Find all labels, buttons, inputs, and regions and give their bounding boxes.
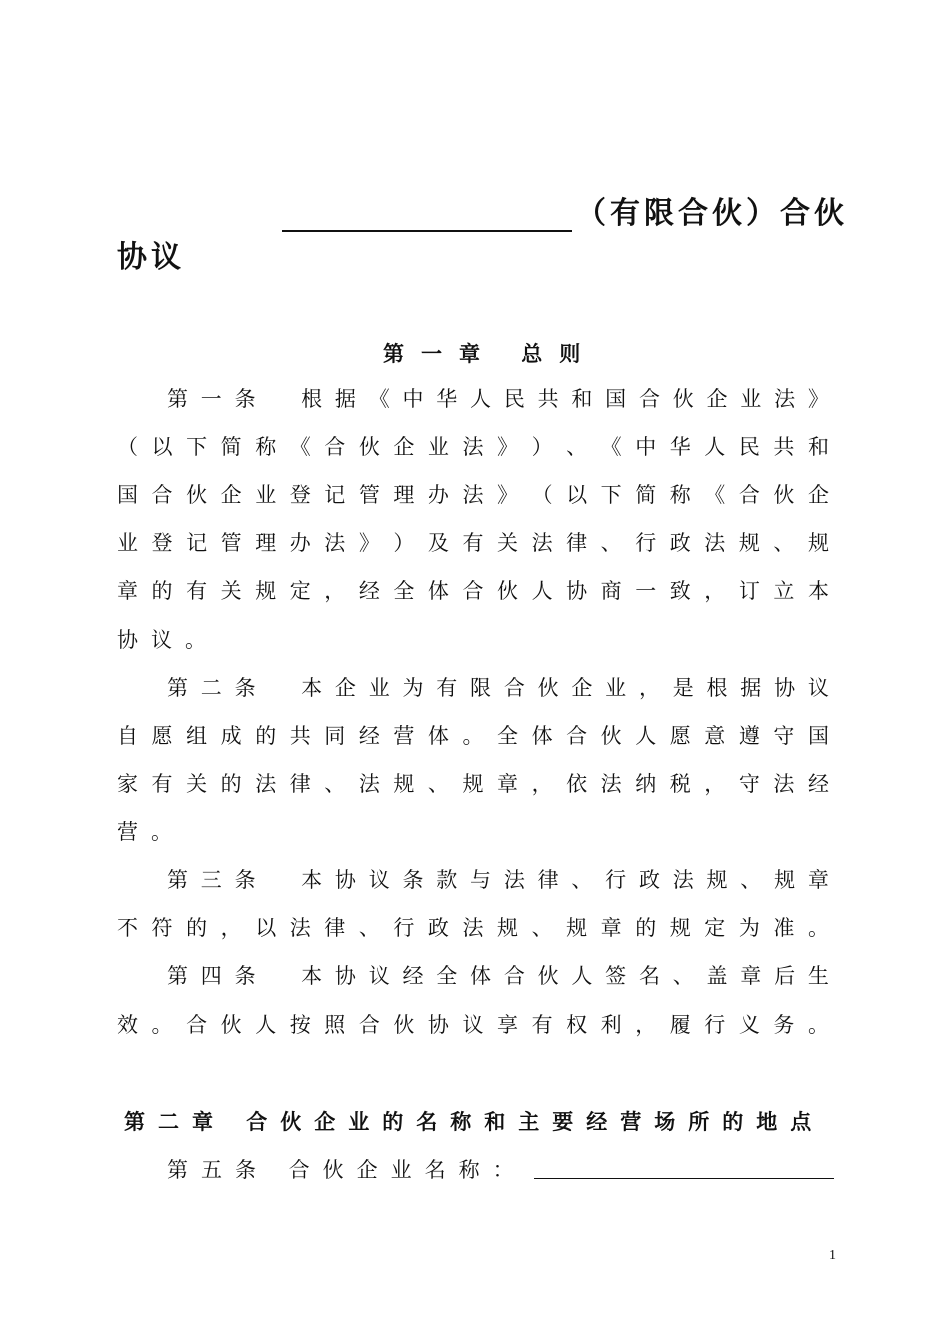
body-line [117, 1010, 829, 1040]
char: 协 [334, 964, 356, 988]
char: 律 [537, 868, 559, 892]
char: 行 [704, 1013, 726, 1037]
char: 企 [706, 387, 728, 411]
char: 、 [358, 916, 380, 940]
char: 按 [289, 1013, 311, 1037]
char: 的 [635, 916, 657, 940]
char: 合 [462, 579, 484, 603]
char: 法 [531, 531, 553, 555]
char: 有 [436, 676, 458, 700]
body-line [117, 817, 829, 847]
char: 共 [773, 435, 795, 459]
char: 愿 [669, 724, 691, 748]
char: 协 [774, 676, 796, 700]
char: 《 [368, 387, 390, 411]
char: 定 [704, 916, 726, 940]
char: 条 [234, 868, 256, 892]
char: 合 [503, 964, 525, 988]
char: 经 [358, 579, 380, 603]
char: 伙 [497, 579, 519, 603]
char: 人 [470, 387, 492, 411]
char: 签 [605, 964, 627, 988]
char: 组 [186, 724, 208, 748]
char: 照 [324, 1013, 346, 1037]
char: 规 [807, 531, 829, 555]
char: 伙 [358, 435, 380, 459]
char: 第 [167, 387, 188, 411]
char: ） [393, 531, 415, 555]
char: 有 [151, 772, 173, 796]
char: 四 [200, 964, 222, 988]
char: 效 [117, 1013, 138, 1037]
char: 致 [669, 579, 691, 603]
char: 业 [605, 676, 627, 700]
char: 意 [704, 724, 726, 748]
char: 的 [255, 724, 277, 748]
char: 全 [393, 579, 415, 603]
document-title-line1 [282, 188, 848, 232]
char: 规 [393, 772, 415, 796]
char: 企 [393, 435, 415, 459]
char: 、 [773, 531, 795, 555]
char: 愿 [151, 724, 173, 748]
char: 人 [571, 964, 593, 988]
char: 业 [255, 483, 277, 507]
char: 税 [669, 772, 691, 796]
char: 规 [669, 916, 691, 940]
char: 、 [571, 868, 593, 892]
char: 规 [566, 916, 588, 940]
char: 议 [151, 628, 172, 652]
char: 经 [807, 772, 829, 796]
char: 一 [200, 387, 222, 411]
body-line [167, 961, 829, 991]
char [268, 673, 288, 703]
char: 营 [393, 724, 415, 748]
char: 有 [186, 579, 208, 603]
char: 务 [773, 1013, 795, 1037]
char: 本 [301, 964, 323, 988]
char: 规 [738, 531, 760, 555]
char: 。 [151, 820, 172, 844]
char: ， [704, 579, 726, 603]
char: 为 [738, 916, 760, 940]
char: 。 [807, 1013, 829, 1037]
char: 企 [220, 483, 242, 507]
char: 和 [571, 387, 593, 411]
char: 有 [462, 531, 484, 555]
char: 第 [167, 676, 188, 700]
char: 、 [324, 772, 346, 796]
char: 》 [358, 531, 380, 555]
chapter-2-heading: 第二章 合伙企业的名称和主要经营场所的地点 [124, 1110, 825, 1134]
char: 定 [289, 579, 311, 603]
char [268, 384, 288, 414]
char: 协 [117, 628, 138, 652]
char: 国 [117, 483, 138, 507]
body-line [117, 432, 829, 462]
char: 人 [531, 579, 553, 603]
char: 伙 [537, 676, 559, 700]
char: 章 [117, 579, 138, 603]
char: 据 [334, 387, 356, 411]
char: 下 [600, 483, 622, 507]
char: 行 [635, 531, 657, 555]
char: 企 [571, 676, 593, 700]
char: 第 [167, 868, 188, 892]
char: 业 [427, 435, 449, 459]
char: 三 [200, 868, 222, 892]
company-name-blank [534, 1176, 834, 1179]
char: 经 [402, 964, 424, 988]
char: 协 [334, 868, 356, 892]
char: 本 [807, 579, 829, 603]
char: 遵 [738, 724, 760, 748]
char: 立 [773, 579, 795, 603]
char: 人 [635, 724, 657, 748]
char: 条 [234, 676, 256, 700]
char: 民 [738, 435, 760, 459]
char: 伙 [220, 1013, 242, 1037]
char: 、 [672, 964, 694, 988]
char: 。 [151, 1013, 173, 1037]
char: 政 [638, 868, 660, 892]
char: 义 [738, 1013, 760, 1037]
char: 为 [402, 676, 424, 700]
char: 成 [220, 724, 242, 748]
char: 合 [358, 1013, 380, 1037]
char: 简 [220, 435, 242, 459]
char: 盖 [706, 964, 728, 988]
char: 履 [669, 1013, 691, 1037]
char: 款 [436, 868, 458, 892]
char: 、 [531, 916, 553, 940]
char: 协 [427, 1013, 449, 1037]
document-title-line2: 协议 [117, 240, 185, 275]
char: 法 [324, 531, 346, 555]
char: 法 [289, 916, 311, 940]
char: 称 [669, 483, 691, 507]
char: 生 [807, 964, 829, 988]
char: 政 [669, 531, 691, 555]
char: 利 [600, 1013, 622, 1037]
char: 法 [503, 868, 525, 892]
char: 条 [402, 868, 424, 892]
char: 享 [497, 1013, 519, 1037]
char: 本 [301, 676, 323, 700]
char: 伙 [672, 387, 694, 411]
body-line [117, 721, 829, 751]
char: 以 [255, 916, 277, 940]
char: 称 [255, 435, 277, 459]
char: 理 [255, 531, 277, 555]
char: 共 [289, 724, 311, 748]
char: 法 [462, 916, 484, 940]
char: 守 [738, 772, 760, 796]
body-line [117, 480, 829, 510]
char: 、 [740, 868, 762, 892]
char: 一 [635, 579, 657, 603]
char: 法 [774, 387, 796, 411]
char: 关 [497, 531, 519, 555]
char: 华 [436, 387, 458, 411]
char: 议 [807, 676, 829, 700]
char: 全 [497, 724, 519, 748]
char: 、 [566, 435, 588, 459]
char: 法 [773, 772, 795, 796]
char: 法 [255, 772, 277, 796]
char: 与 [470, 868, 492, 892]
char: 规 [255, 579, 277, 603]
char: ， [531, 772, 553, 796]
char: 《 [600, 435, 622, 459]
char: 的 [186, 916, 208, 940]
char [268, 865, 288, 895]
char: 章 [740, 964, 762, 988]
char: 法 [462, 435, 484, 459]
char: 》 [497, 483, 519, 507]
char: 合 [738, 483, 760, 507]
char: 条 [234, 964, 256, 988]
char: ） [531, 435, 553, 459]
char: 条 [234, 387, 256, 411]
char: 议 [462, 1013, 484, 1037]
page-number: 1 [829, 1248, 836, 1263]
char: 准 [773, 916, 795, 940]
char: 以 [566, 483, 588, 507]
body-line [117, 625, 829, 655]
char: 国 [605, 387, 627, 411]
char: 根 [706, 676, 728, 700]
char: 管 [220, 531, 242, 555]
char: 办 [427, 483, 449, 507]
char: 《 [704, 483, 726, 507]
char: 有 [531, 1013, 553, 1037]
char: 名 [638, 964, 660, 988]
char: 全 [436, 964, 458, 988]
char: 法 [600, 772, 622, 796]
char: 业 [117, 531, 138, 555]
char: 记 [324, 483, 346, 507]
char: ， [635, 1013, 657, 1037]
char: 关 [220, 579, 242, 603]
char: 合 [566, 724, 588, 748]
char: 自 [117, 724, 138, 748]
char: 商 [600, 579, 622, 603]
char: 第 [167, 964, 188, 988]
char: 合 [186, 1013, 208, 1037]
char: 合 [324, 435, 346, 459]
char: 后 [774, 964, 796, 988]
char: 法 [672, 868, 694, 892]
char: 理 [393, 483, 415, 507]
char: 伙 [393, 1013, 415, 1037]
char: 根 [301, 387, 323, 411]
char: 民 [503, 387, 525, 411]
body-line [117, 913, 829, 943]
char: 据 [740, 676, 762, 700]
char: 是 [672, 676, 694, 700]
char: 管 [358, 483, 380, 507]
body-line [117, 528, 829, 558]
char: 本 [301, 868, 323, 892]
char [268, 961, 288, 991]
char: 企 [807, 483, 829, 507]
char: 人 [704, 435, 726, 459]
char: ， [704, 772, 726, 796]
char: ， [324, 579, 346, 603]
char: 》 [807, 387, 829, 411]
char: 关 [186, 772, 208, 796]
char: 体 [427, 579, 449, 603]
char: 规 [706, 868, 728, 892]
char: 以 [151, 435, 173, 459]
body-line [117, 576, 829, 606]
char: 符 [151, 916, 173, 940]
char: 业 [368, 676, 390, 700]
char: 登 [151, 531, 173, 555]
char: 律 [566, 531, 588, 555]
char: 共 [537, 387, 559, 411]
char: 中 [635, 435, 657, 459]
char: 及 [427, 531, 449, 555]
char: 体 [531, 724, 553, 748]
char: 体 [427, 724, 449, 748]
char: 章 [600, 916, 622, 940]
char: 下 [186, 435, 208, 459]
char: 律 [289, 772, 311, 796]
char: 营 [117, 820, 138, 844]
char: 伙 [600, 724, 622, 748]
char: 政 [427, 916, 449, 940]
char: 伙 [537, 964, 559, 988]
char: 人 [255, 1013, 277, 1037]
char: ， [638, 676, 660, 700]
char: 办 [289, 531, 311, 555]
title-text: （有限合伙）合伙 [576, 196, 848, 231]
char: 同 [324, 724, 346, 748]
char: （ [531, 483, 553, 507]
article-5-label: 第五条 合伙企业名称： [167, 1158, 527, 1182]
char: 的 [220, 772, 242, 796]
char: 中 [402, 387, 424, 411]
char: 章 [497, 772, 519, 796]
char: 规 [774, 868, 796, 892]
body-line [117, 769, 829, 799]
body-line [167, 673, 829, 703]
char: 登 [289, 483, 311, 507]
char: 体 [470, 964, 492, 988]
char: 企 [334, 676, 356, 700]
char: 守 [773, 724, 795, 748]
char: 行 [393, 916, 415, 940]
char: 权 [566, 1013, 588, 1037]
char: 合 [151, 483, 173, 507]
char: 经 [358, 724, 380, 748]
char: 规 [462, 772, 484, 796]
char: 章 [807, 868, 829, 892]
char: 伙 [186, 483, 208, 507]
char: 的 [151, 579, 173, 603]
char: 国 [807, 724, 829, 748]
char: 。 [185, 628, 206, 652]
title-blank-underline [282, 198, 572, 232]
char: 规 [497, 916, 519, 940]
char: 议 [368, 964, 390, 988]
char: 合 [638, 387, 660, 411]
char: 二 [200, 676, 222, 700]
char: 简 [635, 483, 657, 507]
char: 。 [462, 724, 484, 748]
char: 和 [807, 435, 829, 459]
body-line [167, 384, 829, 414]
char: 纳 [635, 772, 657, 796]
char: ， [220, 916, 242, 940]
char: 议 [368, 868, 390, 892]
char: 协 [566, 579, 588, 603]
char: 合 [503, 676, 525, 700]
char: 华 [669, 435, 691, 459]
char: 记 [186, 531, 208, 555]
char: 业 [740, 387, 762, 411]
char: 依 [566, 772, 588, 796]
chapter-1-heading: 第一章 总则 [383, 342, 598, 366]
body-line [167, 865, 829, 895]
char: 法 [704, 531, 726, 555]
char: 法 [462, 483, 484, 507]
char: 》 [497, 435, 519, 459]
char: 伙 [773, 483, 795, 507]
char: 、 [427, 772, 449, 796]
char: 家 [117, 772, 138, 796]
char: （ [117, 435, 138, 459]
char: 。 [807, 916, 829, 940]
char: 律 [324, 916, 346, 940]
char: 限 [470, 676, 492, 700]
char: 法 [358, 772, 380, 796]
char: 订 [738, 579, 760, 603]
char: 不 [117, 916, 138, 940]
char: 《 [289, 435, 311, 459]
char: 行 [605, 868, 627, 892]
char: 、 [600, 531, 622, 555]
